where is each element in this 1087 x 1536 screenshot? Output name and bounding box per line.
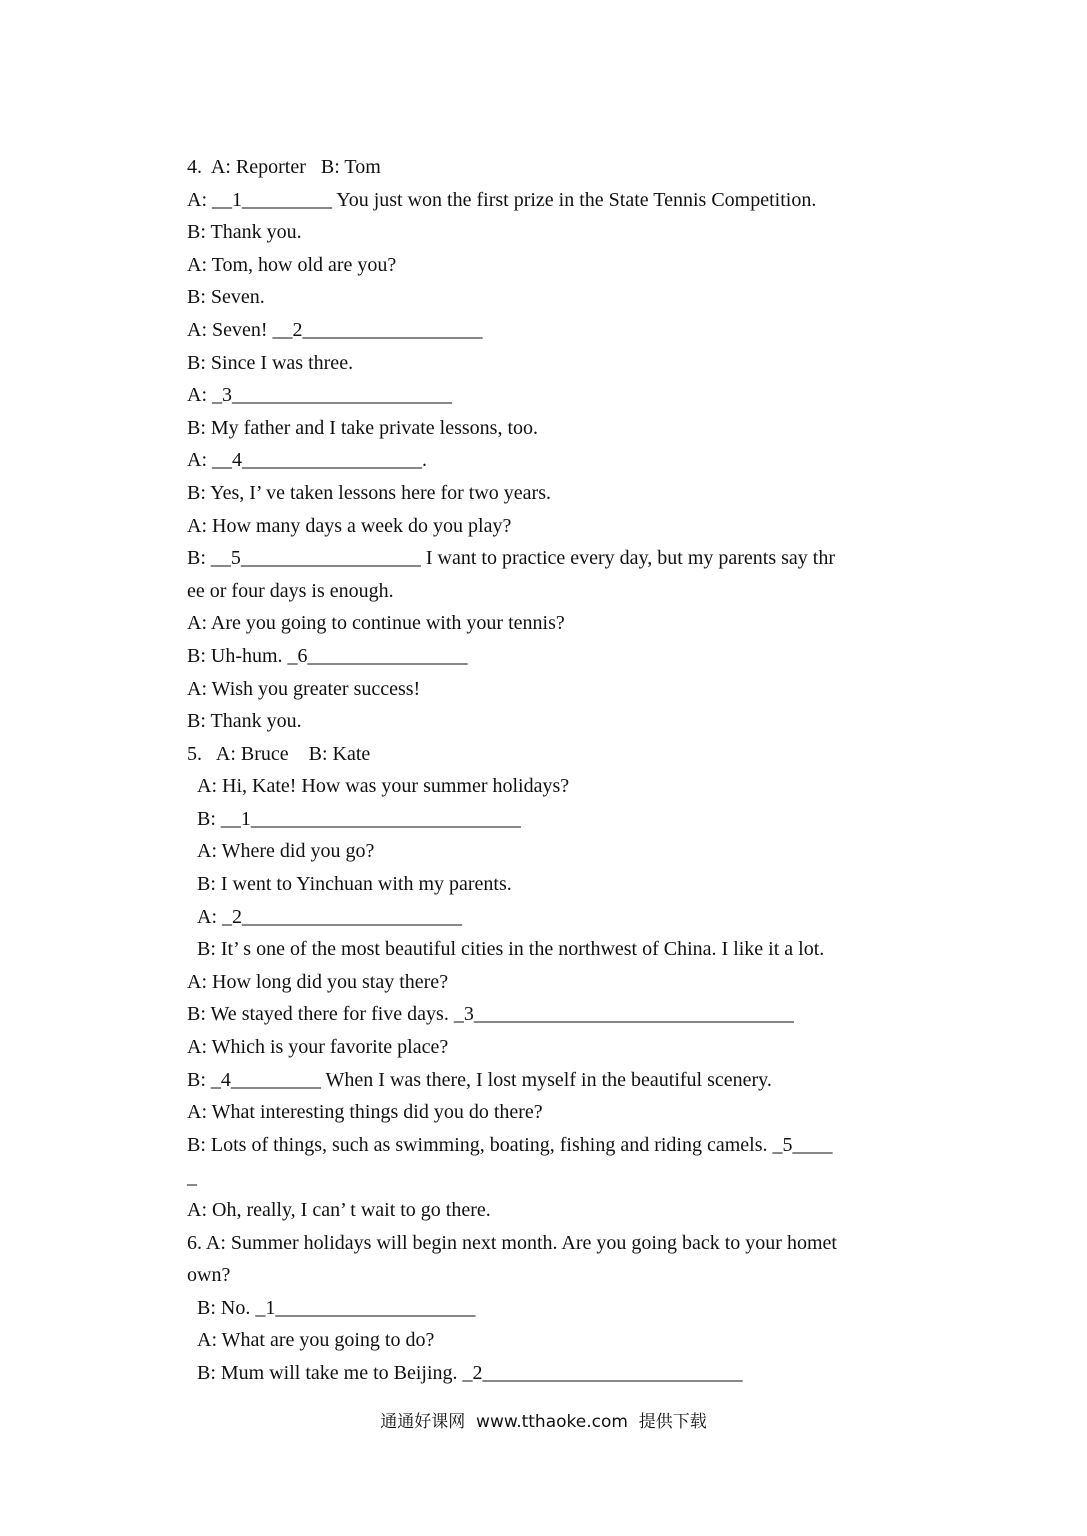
text-line: A: Where did you go? <box>197 840 375 863</box>
text-line: A: Seven! __2__________________ <box>187 318 483 341</box>
text-line: B: Uh-hum. _6________________ <box>187 644 468 667</box>
text-line: A: _2______________________ <box>197 905 462 928</box>
text-line: B: I went to Yinchuan with my parents. <box>197 873 512 896</box>
text-line: A: Which is your favorite place? <box>187 1036 449 1059</box>
text-line: 4. A: Reporter B: Tom <box>187 156 381 178</box>
text-line: B: It’ s one of the most beautiful cities in the northwest of China. I like it a lot. <box>197 938 825 961</box>
text-line: ee or four days is enough. <box>187 579 394 602</box>
text-line: A: Are you going to continue with your tennis? <box>187 612 565 635</box>
text-line: B: Yes, I’ ve taken lessons here for two years. <box>187 481 551 504</box>
footer-watermark: 通通好课网 www.tthaoke.com 提供下载 <box>380 1412 707 1432</box>
text-line: B: Thank you. <box>187 710 302 733</box>
section-heading: 6. A: Summer holidays will begin next month. Are you going back to your homet <box>187 1231 837 1254</box>
text-line: B: _4_________ When I was there, I lost myself in the beautiful scenery. <box>187 1068 772 1091</box>
text-line: B: Mum will take me to Beijing. _2__________________________ <box>197 1361 743 1384</box>
text-line: A: What interesting things did you do there? <box>187 1101 543 1124</box>
text-line: A: Wish you greater success! <box>187 677 421 700</box>
text-line: B: Thank you. <box>187 221 302 244</box>
text-line: B: Seven. <box>187 286 265 309</box>
text-line: B: Lots of things, such as swimming, boating, fishing and riding camels. _5____ <box>187 1133 833 1156</box>
text-line: A: __4__________________. <box>187 449 427 472</box>
text-line: B: Since I was three. <box>187 351 354 374</box>
text-line: B: My father and I take private lessons, too. <box>187 416 539 439</box>
dialogue-content <box>187 151 927 1390</box>
text-line: A: Tom, how old are you? <box>187 253 397 276</box>
text-line: B: __5__________________ I want to practice every day, but my parents say thr <box>187 547 836 570</box>
text-line: A: How long did you stay there? <box>187 970 449 993</box>
text-line: A: What are you going to do? <box>197 1329 435 1352</box>
text-line: B: No. _1____________________ <box>197 1296 476 1319</box>
text-line: A: Oh, really, I can’ t wait to go there. <box>187 1199 491 1221</box>
text-line: B: __1___________________________ <box>197 807 521 830</box>
text-line: B: We stayed there for five days. _3________________________________ <box>187 1003 794 1026</box>
text-line: _ <box>187 1166 197 1189</box>
text-line: A: _3______________________ <box>187 384 452 407</box>
text-line: A: How many days a week do you play? <box>187 514 512 537</box>
text-line: A: Hi, Kate! How was your summer holidays? <box>197 775 570 798</box>
text-line: own? <box>187 1264 231 1287</box>
text-line: A: __1_________ You just won the first prize in the State Tennis Competition. <box>187 188 817 211</box>
section-heading: 5. A: Bruce B: Kate <box>187 742 371 765</box>
